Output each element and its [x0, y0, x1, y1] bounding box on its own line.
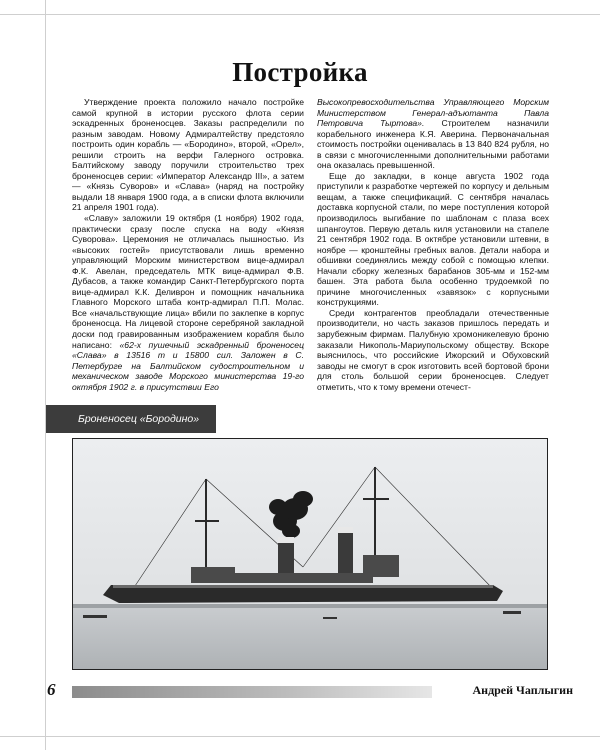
paragraph — [317, 97, 549, 171]
paragraph: Еще до закладки, в конце августа 1902 года приступили к разработке чертежей по корпусу и дельным вещам, а также спецификаций. С сентября началась доставка корпусной стали, по мере поступления которой производилось выгибание по шаблонам с плаза всех шпангоутов. Первую деталь киля установили на стапеле 21 сентября 1902 года. В октябре установили штевни, в ноябре — кронштейны гребных валов. Детали набора и обшивки соединялись между собой с помощью клепки. Начали сборку железных барабанов 305-мм и 152-мм башен. Эта работа была особенно трудоемкой по причине многочисленных «завязок» с корпусными конструкциями. — [317, 170, 549, 308]
battleship-illustration — [73, 439, 547, 669]
footer-gradient-bar — [72, 686, 432, 698]
margin-guide-top — [0, 14, 600, 15]
paragraph: Среди контрагентов преобладали отечественные производители, но часть заказов пришлось передать и зарубежным фирмам. Палубную хромоникелевую броню заказали Никополь-Мариупольскому обществу. Вскоре выяснилось, что российские Ижорский и Обуховский заводы не смогут в срок изготовить всей бортовой брони для столь большой серии броненосцев. Следует отметить, что к тому времени отечест- — [317, 307, 549, 392]
margin-guide-bottom — [0, 736, 600, 737]
running-footer-author: Андрей Чаплыгин — [472, 683, 573, 697]
paragraph-text: «Славу» заложили 19 октября (1 ноября) 1902 года, практически сразу после спуска на воду «Князя Суворова». Церемония не отличалась пышностью. Из «высоких гостей» присутствовали лишь временно управляющий Морским министерством вице-адмирал Ф.К. Авелан, председатель МТК вице-адмирал Ф.В. Дубасов, а также командир Санкт-Петербургского порта вице-адмирал К.К. Деливрон и помощник начальника Главного Морского штаба контр-адмирал П.П. Молас. Все «начальствующие лица» вбили по заклепке в корпус броненосца. На лицевой стороне серебряной закладной доски под гравированным изображением корабля было написано: — [72, 213, 304, 350]
plaque-inscription: «62-х пушечный эскадренный броненосец «Слава» в 13516 т и 15800 сил. Заложен в С. Петербурге на Балтийском судостроительном и механическом заводе Морского министерства 19-го октября 1902 г. в присутствии Его — [72, 339, 304, 392]
ship-deck-line — [113, 585, 493, 588]
battleship-photo — [72, 438, 548, 670]
margin-guide-vertical — [45, 0, 46, 750]
page-number: 6 — [47, 680, 56, 699]
photo-caption: Броненосец «Бородино» — [78, 413, 200, 425]
text-column-right — [317, 97, 549, 392]
text-column-left — [72, 97, 304, 392]
page-title: Постройка — [232, 57, 368, 87]
plaque-inscription-end: Высокопревосходительства Управляющего Морским Министерством Генерал-адъютанта Павла Петровича Тыртова». — [317, 97, 549, 129]
paragraph-text: Строителем назначили корабельного инженера К.Я. Аверина. Первоначальная стоимость постройки оценивалась в 13 840 824 рубля, но в связи с многочисленными дополнительными работами она оказалась превышенной. — [317, 118, 549, 171]
horizon-shore — [73, 604, 547, 608]
water — [73, 607, 547, 669]
photo-caption-bar — [46, 405, 216, 433]
paragraph — [72, 213, 304, 392]
paragraph: Утверждение проекта положило начало постройке самой крупной в истории русского флота серии эскадренных броненосцев. Заказы распределили по разным заводам. Новому Адмиралтейству предстояло построить один корабль — «Бородино», второй, «Орел», решили строить на верфи Галерного островка. Балтийскому заводу поручили строительство трех броненосцев серии: «Император Александр III», а затем — «Князь Суворов» и «Слава» (наряд на постройку выдали 18 января 1900 года, а в списки флота включили 21 апреля 1901 года). — [72, 97, 304, 213]
